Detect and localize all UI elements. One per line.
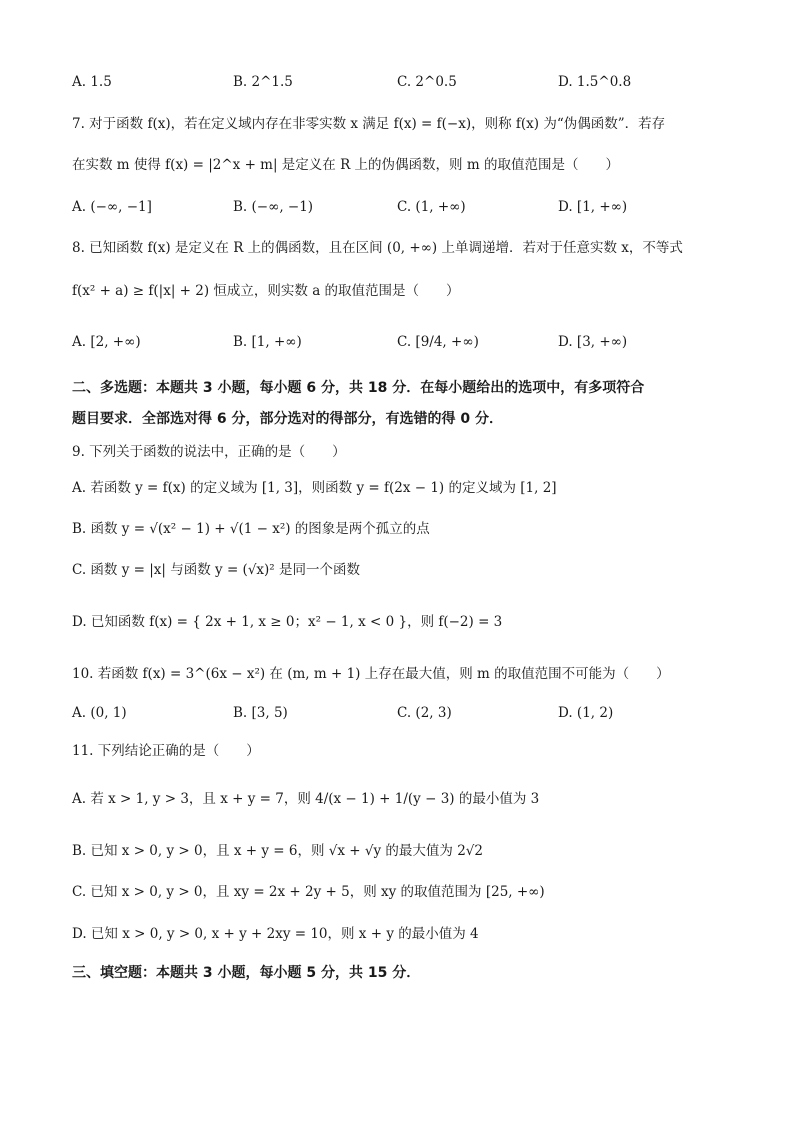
q7-option-d: D. [1, +∞) — [558, 199, 628, 215]
q9-option-d: D. 已知函数 f(x) = { 2x + 1, x ≥ 0；x² − 1, x < 0 }，则 f(−2) = 3 — [72, 614, 503, 630]
q7-stem-line1: 7. 对于函数 f(x)，若在定义域内存在非零实数 x 满足 f(x) = f(−x)，则称 f(x) 为“伪偶函数”．若存 — [72, 116, 666, 132]
q7-stem-line2: 在实数 m 使得 f(x) = |2^x + m| 是定义在 R 上的伪偶函数，则 m 的取值范围是（ ） — [72, 157, 619, 173]
q8-stem-line1: 8. 已知函数 f(x) 是定义在 R 上的偶函数，且在区间 (0, +∞) 上单调递增．若对于任意实数 x，不等式 — [72, 240, 683, 256]
q10-option-d: D. (1, 2) — [558, 705, 614, 721]
q6-option-b: B. 2^1.5 — [233, 74, 293, 90]
q7-option-b: B. (−∞, −1) — [233, 199, 314, 215]
q8-option-a: A. [2, +∞) — [72, 334, 141, 350]
q8-stem-line2: f(x² + a) ≥ f(|x| + 2) 恒成立，则实数 a 的取值范围是（ ） — [72, 283, 460, 299]
section2-heading-line1: 二、多选题：本题共 3 小题，每小题 6 分，共 18 分．在每小题给出的选项中，有多项符合 — [72, 380, 645, 396]
q11-option-a: A. 若 x > 1, y > 3，且 x + y = 7，则 4/(x − 1) + 1/(y − 3) 的最小值为 3 — [72, 791, 540, 807]
q10-option-b: B. [3, 5) — [233, 705, 288, 721]
q10-option-a: A. (0, 1) — [72, 705, 127, 721]
q7-option-c: C. (1, +∞) — [397, 199, 466, 215]
q9-stem: 9. 下列关于函数的说法中，正确的是（ ） — [72, 444, 346, 460]
q8-option-c: C. [9/4, +∞) — [397, 334, 479, 350]
q11-stem: 11. 下列结论正确的是（ ） — [72, 743, 260, 759]
q8-option-b: B. [1, +∞) — [233, 334, 302, 350]
q9-option-a: A. 若函数 y = f(x) 的定义域为 [1, 3]，则函数 y = f(2x − 1) 的定义域为 [1, 2] — [72, 480, 557, 496]
q11-option-d: D. 已知 x > 0, y > 0, x + y + 2xy = 10，则 x + y 的最小值为 4 — [72, 926, 479, 942]
q10-stem: 10. 若函数 f(x) = 3^(6x − x²) 在 (m, m + 1) 上存在最大值，则 m 的取值范围不可能为（ ） — [72, 666, 670, 682]
q9-option-b: B. 函数 y = √(x² − 1) + √(1 − x²) 的图象是两个孤立的点 — [72, 521, 430, 537]
section2-heading-line2: 题目要求．全部选对得 6 分，部分选对的得部分，有选错的得 0 分． — [72, 411, 503, 427]
q6-option-c: C. 2^0.5 — [397, 74, 457, 90]
q9-option-c: C. 函数 y = |x| 与函数 y = (√x)² 是同一个函数 — [72, 562, 361, 578]
q10-option-c: C. (2, 3) — [397, 705, 452, 721]
q6-option-d: D. 1.5^0.8 — [558, 74, 632, 90]
section3-heading: 三、填空题：本题共 3 小题，每小题 5 分，共 15 分． — [72, 965, 421, 981]
q11-option-b: B. 已知 x > 0, y > 0，且 x + y = 6，则 √x + √y 的最大值为 2√2 — [72, 843, 483, 859]
q7-option-a: A. (−∞, −1] — [72, 199, 152, 215]
q8-option-d: D. [3, +∞) — [558, 334, 628, 350]
q6-option-a: A. 1.5 — [72, 74, 112, 90]
q11-option-c: C. 已知 x > 0, y > 0，且 xy = 2x + 2y + 5，则 xy 的取值范围为 [25, +∞) — [72, 884, 545, 900]
